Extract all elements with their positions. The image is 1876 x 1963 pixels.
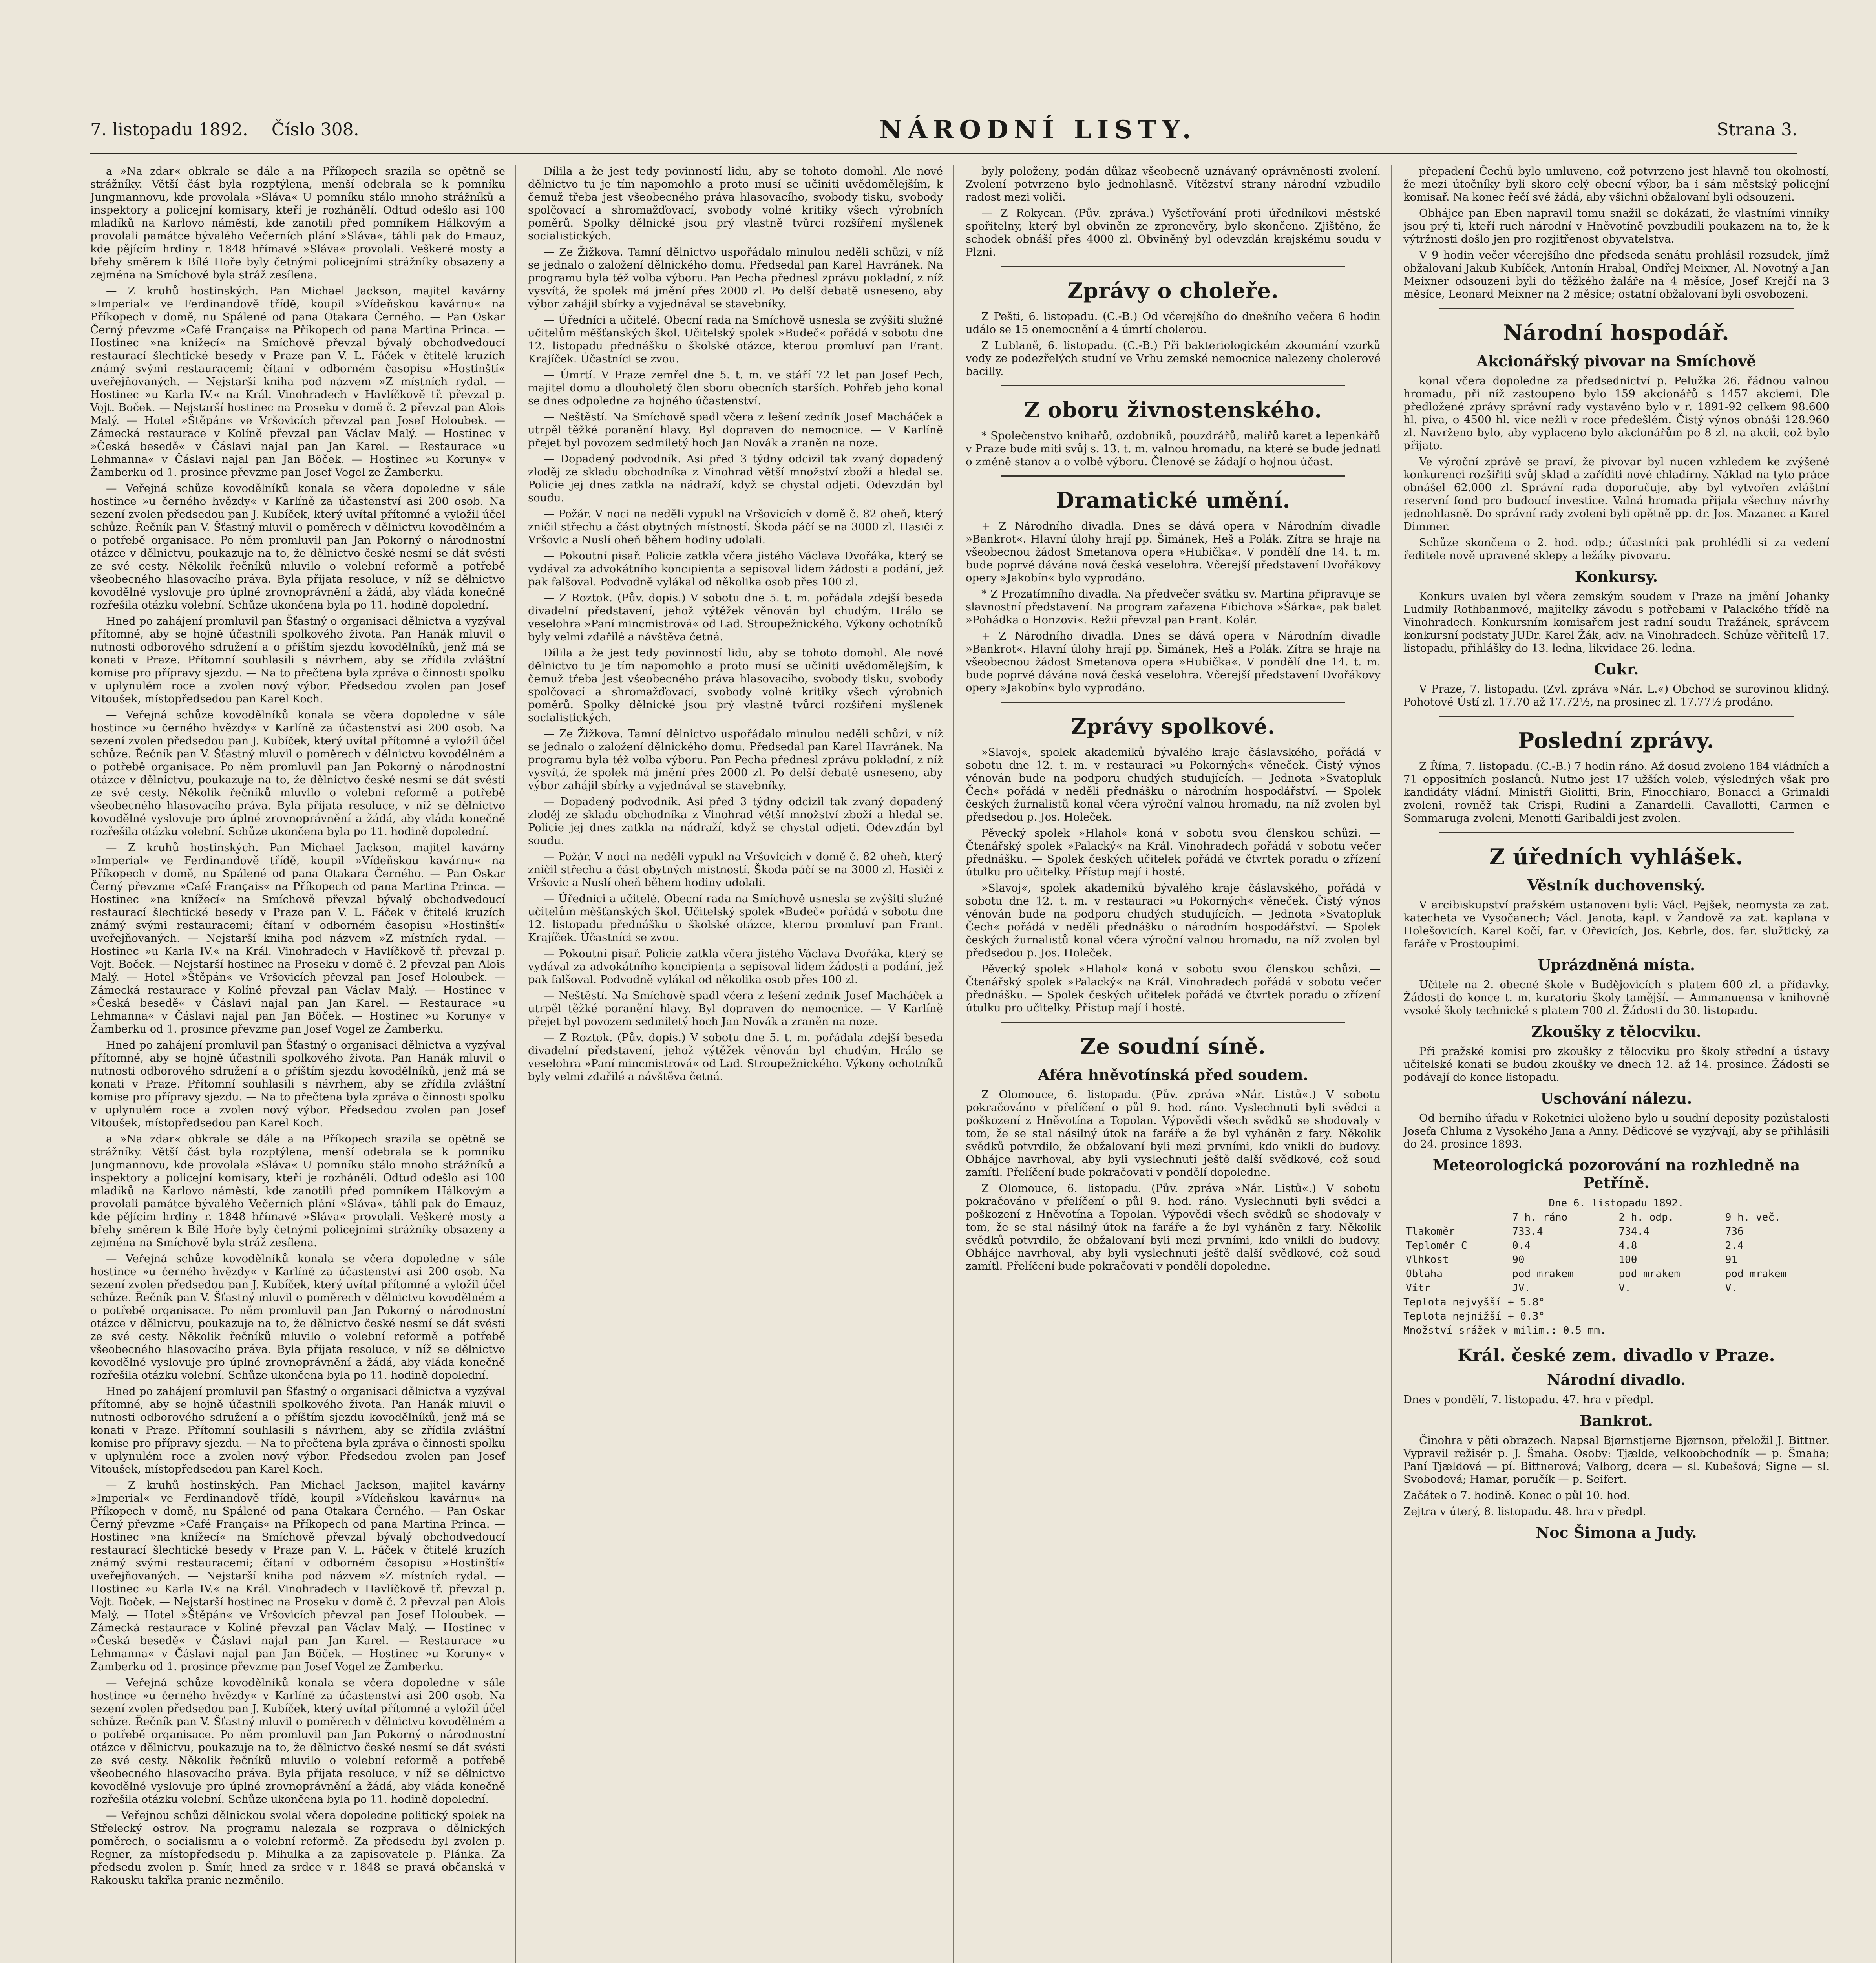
page-number: Strana 3. — [1717, 119, 1797, 140]
article-paragraph: — Z kruhů hostinských. Pan Michael Jackson, majitel kavárny »Imperial« ve Ferdinandově třídě, koupil »Vídeňskou kavárnu« na Příkopech v domě, nu Spálené od pana Otakara Černého. — Pan Oskar Černý převzme »Café Français« na Příkopech od pana Martina Princa. — Hostinec »na knížecí« na Smíchově převzal bývalý obchodvedoucí restaurací šlechtické besedy v Praze pan V. L. Fáček v čtitelé kruzích známý svými restauracemi; čítaní v odborném časopisu »Hostinští« uveřejňovaných. — Nejstarší kniha pod názvem »Z místních rydal. — Hostinec »u Karla IV.« na Král. Vinohradech v Havlíčkově tř. převzal p. Vojt. Boček. — Nejstarší hostinec na Proseku v domě č. 2 převzal pan Alois Malý. — Hotel »Štěpán« ve Vršovicích převzal pan Josef Holoubek. — Zámecká restaurace v Kolíně převzal pan Václav Malý. — Hostinec v »Česká besedě« v Čáslavi najal pan Jan Karel. — Restaurace »u Lehmanna« v Čáslavi najal pan Jan Böček. — Hostinec »u Koruny« v Žamberku od 1. prosince převzme pan Josef Vogel ze Žamberku. — [90, 1479, 505, 1673]
text-columns — [90, 165, 1829, 1963]
meteo-table — [1403, 1210, 1829, 1295]
theatre-program-play: Bankrot. — [1580, 1412, 1653, 1429]
section-divider — [1001, 385, 1345, 386]
vacancies-heading: Uprázdněná místa. — [1537, 956, 1695, 974]
article-paragraph: přepadení Čechů bylo umluveno, což potvrzeno jest hlavně tou okolností, že mezi útočníky byli skoro celý obecní výbor, ba i sám městský policejní komisař. Na konec řečí své žádá, aby všichni obžalovaní byli odsouzeni. — [1403, 165, 1829, 203]
article-paragraph: — Neštěstí. Na Smíchově spadl včera z lešení zedník Josef Macháček a utrpěl těžké poranění hlavy. Byl dopraven do nemocnice. — V Karlíně přejet byl povozem sedmiletý hoch Jan Novák a zraněn na noze. — [528, 989, 943, 1028]
article-paragraph: — Veřejná schůze kovodělníků konala se včera dopoledne v sále hostince »u černého hvězdy« v Karlíně za účastenství asi 200 osob. Na sezení zvolen předsedou pan J. Kubíček, který uvítal přítomné a vyložil účel schůze. Řečník pan V. Šťastný mluvil o poměrech v dělnictvu kovodělném a o potřebě organisace. Po něm promluvil pan Jan Pokorný o národnostní otázce v dělnictvu, poukazuje na to, že dělnictvo české nesmí se dát svésti ze své cesty. Několik řečníků mluvilo o volební reformě a potřebě všeobecného hlasovacího práva. Byla přijata resoluce, v níž se dělnictvo kovodělné vyslovuje pro úplné zrovnoprávnění a žádá, aby vláda konečně rozřešila otázku volební. Schůze ukončena byla po 11. hodině dopolední. — [90, 1676, 505, 1806]
meteo-row — [1403, 1239, 1829, 1253]
article-paragraph: Hned po zahájení promluvil pan Šťastný o organisaci dělnictva a vyzýval přítomné, aby se hojně účastnili spolkového života. Pan Hanák mluvil o nutnosti odborového sdružení a o příštím sjezdu kovodělníků, jenž má se konati v Praze. Přítomní souhlasili s návrhem, aby se zřídila zvláštní komise pro přípravy sjezdu. — Na to přečtena byla zpráva o činnosti spolku v uplynulém roce a zvolen nový výbor. Předsedou zvolen pan Josef Vitoušek, místopředsedou pan Karel Koch. — [90, 1385, 505, 1475]
article-paragraph: — Požár. V noci na neděli vypukl na Vršovicích v domě č. 82 oheň, který zničil střechu a část obytných místností. Škoda páčí se na 3000 zl. Hasiči z Vršovic a Nuslí oheň během hodiny udolali. — [528, 850, 943, 889]
meteo-cell: Vlhkost — [1406, 1254, 1449, 1266]
article-paragraph: byly položeny, podán důkaz všeobecně uznávaný oprávněnosti zvolení. Zvolení potvrzeno bylo jednohlasně. Vítězství strany národní vzbudilo radost mezi voliči. — [966, 165, 1381, 203]
meteo-row — [1403, 1225, 1829, 1239]
meteo-block — [1403, 1196, 1829, 1338]
newspaper-title: NÁRODNÍ LISTY. — [879, 115, 1196, 144]
meteo-cell: pod mrakem — [1512, 1268, 1574, 1280]
article-paragraph: — Z Roztok. (Pův. dopis.) V sobotu dne 5. t. m. pořádala zdejší beseda divadelní představení, jehož výtěžek věnován byl chudým. Hrálo se veselohra »Paní mincmistrová« od Lad. Stroupežnického. Výkony ochotníků byly velmi zdařilé a návštěva četná. — [528, 592, 943, 643]
meteo-header-cell: 9 h. več. — [1725, 1212, 1781, 1223]
article-paragraph: Dílila a že jest tedy povinností lidu, aby se tohoto domohl. Ale nové dělnictvo tu je tím napomohlo a proto musí se učiniti uvědomělejším, k čemuž třeba jest všeobecného práva hlasovacího, svobody tisku, svobody spolčovací a shromažďovací, svobody volné kritiky všech výrobních poměrů. Spolky dělnické jsou prý vlastně tvůrci rozšíření myšlenek socialistických. — [528, 647, 943, 724]
meteo-note: Teplota nejnižší + 0.3° — [1403, 1310, 1545, 1322]
theatre-program-start: Začátek o 7. hodině. Konec o půl 10. hod. — [1403, 1489, 1631, 1502]
bankruptcy-heading: Konkursy. — [1575, 568, 1658, 585]
theatre-program-next: Zejtra v úterý, 8. listopadu. 48. hra v předpl. — [1403, 1505, 1646, 1518]
article-paragraph: — Úmrtí. V Praze zemřel dne 5. t. m. ve stáří 72 let pan Josef Pech, majitel domu a dlouholetý člen sboru obecních starších. Pohřeb jeho konal se dnes odpoledne za hojného účastenství. — [528, 369, 943, 407]
meteo-heading: Meteorologická pozorování na rozhledně na Petříně. — [1432, 1156, 1800, 1192]
article-paragraph: * Z Prozatímního divadla. Na předvečer svátku sv. Martina připravuje se slavnostní představení. Na program zařazena Fibichova »Šárka«, pak balet »Pohádka o Honzovi«. Režii převzal pan Frant. Kolár. — [966, 588, 1381, 626]
meteo-cell: 91 — [1725, 1254, 1738, 1266]
meteo-cell: 100 — [1618, 1254, 1637, 1266]
meteo-cell: 2.4 — [1725, 1240, 1744, 1252]
article-paragraph: + Z Národního divadla. Dnes se dává opera v Národním divadle »Bankrot«. Hlavní úlohy hrají pp. Šimánek, Heš a Polák. Zítra se hraje na všeobecnou žádost Smetanova opera »Hubička«. V pondělí dne 14. t. m. bude poprvé dávána nová česká veselohra. Včerejší představení Dvořákovy opery »Jakobín« bylo vyprodáno. — [966, 630, 1381, 694]
article-paragraph: »Slavoj«, spolek akademiků bývalého kraje čáslavského, pořádá v sobotu dne 12. t. m. v restauraci »u Pokorných« věneček. Čistý výnos věnován bude na podporu chudých studujících. — Jednota »Svatopluk Čech« pořádá v neděli přednášku o národním hospodářství. — Spolek českých žurnalistů konal včera výroční valnou hromadu, na níž zvolen byl předsedou p. Jos. Holeček. — [966, 882, 1381, 959]
article-paragraph: — Ze Žižkova. Tamní dělnictvo uspořádalo minulou neděli schůzi, v níž se jednalo o založení dělnického domu. Předsedal pan Karel Havránek. Na programu byla též volba výboru. Pan Pecha přednesl zprávu pokladní, z níž vysvítá, že spolek má jmění přes 2000 zl. Po delší debatě usneseno, aby výbor zahájil sbírky a vyjednával se stavebníky. — [528, 727, 943, 792]
meteo-cell: 0.4 — [1512, 1240, 1531, 1252]
section-divider — [1439, 716, 1794, 717]
section-divider — [1439, 308, 1794, 309]
article-paragraph: Hned po zahájení promluvil pan Šťastný o organisaci dělnictva a vyzýval přítomné, aby se hojně účastnili spolkového života. Pan Hanák mluvil o nutnosti odborového sdružení a o příštím sjezdu kovodělníků, jenž má se konati v Praze. Přítomní souhlasili s návrhem, aby se zřídila zvláštní komise pro přípravy sjezdu. — Na to přečtena byla zpráva o činnosti spolku v uplynulém roce a zvolen nový výbor. Předsedou zvolen pan Josef Vitoušek, místopředsedou pan Karel Koch. — [90, 1039, 505, 1129]
theatre-program-heading: Král. české zem. divadlo v Praze. — [1458, 1345, 1775, 1365]
meteo-cell: V. — [1618, 1282, 1631, 1294]
article-paragraph: — Veřejná schůze kovodělníků konala se včera dopoledne v sále hostince »u černého hvězdy« v Karlíně za účastenství asi 200 osob. Na sezení zvolen předsedou pan J. Kubíček, který uvítal přítomné a vyložil účel schůze. Řečník pan V. Šťastný mluvil o poměrech v dělnictvu kovodělném a o potřebě organisace. Po něm promluvil pan Jan Pokorný o národnostní otázce v dělnictvu, poukazuje na to, že dělnictvo české nesmí se dát svésti ze své cesty. Několik řečníků mluvilo o volební reformě a potřebě všeobecného hlasovacího práva. Byla přijata resoluce, v níž se dělnictvo kovodělné vyslovuje pro úplné zrovnoprávnění a žádá, aby vláda konečně rozřešila otázku volební. Schůze ukončena byla po 11. hodině dopolední. — [90, 482, 505, 611]
meteo-header-cell: 2 h. odp. — [1618, 1212, 1674, 1223]
article-paragraph: — Neštěstí. Na Smíchově spadl včera z lešení zedník Josef Macháček a utrpěl těžké poranění hlavy. Byl dopraven do nemocnice. — V Karlíně přejet byl povozem sedmiletý hoch Jan Novák a zraněn na noze. — [528, 411, 943, 449]
article-paragraph: V arcibiskupství pražském ustanoveni byli: Václ. Pejšek, neomysta za zat. katecheta ve Vysočanech; Václ. Janota, kapl. v Žandově za zat. kaplana v Holešovicích. Karel Kočí, far. v Ořevicích, Jos. Kebrle, dos. far. služtický, za faráře v Prostoupimi. — [1403, 899, 1829, 950]
meteo-cell: 736 — [1725, 1226, 1744, 1237]
article-paragraph: Ve výroční zprávě se praví, že pivovar byl nucen vzhledem ke zvýšené konkurenci rozšířiti svůj sklad a zaříditi nové chladírny. Náklad na tyto práce obnášel 62.000 zl. Správní rada doporučuje, aby byl vytvořen zvláštní reservní fond pro budoucí investice. Valná hromada přijala všechny návrhy jednohlasně. Do správní rady zvoleni byli opětně pp. dr. Jos. Mazanec a Karel Dimmer. — [1403, 455, 1829, 533]
section-divider — [1001, 1022, 1345, 1023]
theatre-program-next-play: Noc Šimona a Judy. — [1536, 1524, 1697, 1541]
article-paragraph: Schůze skončena o 2. hod. odp.; účastníci pak prohlédli si za vedení ředitele nově upravené sklepy a ležáky pivovaru. — [1403, 536, 1829, 562]
article-paragraph: — Z kruhů hostinských. Pan Michael Jackson, majitel kavárny »Imperial« ve Ferdinandově třídě, koupil »Vídeňskou kavárnu« na Příkopech v domě, nu Spálené od pana Otakara Černého. — Pan Oskar Černý převzme »Café Français« na Příkopech od pana Martina Princa. — Hostinec »na knížecí« na Smíchově převzal bývalý obchodvedoucí restaurací šlechtické besedy v Praze pan V. L. Fáček v čtitelé kruzích známý svými restauracemi; čítaní v odborném časopisu »Hostinští« uveřejňovaných. — Nejstarší kniha pod názvem »Z místních rydal. — Hostinec »u Karla IV.« na Král. Vinohradech v Havlíčkově tř. převzal p. Vojt. Boček. — Nejstarší hostinec na Proseku v domě č. 2 převzal pan Alois Malý. — Hotel »Štěpán« ve Vršovicích převzal pan Josef Holoubek. — Zámecká restaurace v Kolíně převzal pan Václav Malý. — Hostinec v »Česká besedě« v Čáslavi najal pan Jan Karel. — Restaurace »u Lehmanna« v Čáslavi najal pan Jan Böček. — Hostinec »u Koruny« v Žamberku od 1. prosince převzme pan Josef Vogel ze Žamberku. — [90, 841, 505, 1035]
meteo-header-cell: 7 h. ráno — [1512, 1212, 1568, 1223]
theatre-program-venue: Národní divadlo. — [1547, 1371, 1686, 1389]
article-paragraph: Z Olomouce, 6. listopadu. (Pův. zpráva »Nár. Listů«.) V sobotu pokračováno v přelíčení o půl 9. hod. ráno. Vyslechnuti byli svědci a poškození z Hněvotína a Topolan. Výpovědi všech svědků se shodovaly v tom, že se stal násilný útok na faráře a že byl vyháněn z fary. Několik svědků potvrdilo, že obžalovaní byli mezi prvními, kdo vnikli do budovy. Obhájce navrhoval, aby byli vyslechnuti ještě další svědkové, což soud zamítl. Přelíčení bude pokračovati v pondělí dopoledne. — [966, 1088, 1381, 1179]
section-heading-court: Ze soudní síně. — [1080, 1034, 1266, 1059]
meteo-note: Množství srážek v milim.: 0.5 mm. — [1403, 1325, 1606, 1336]
article-paragraph: + Z Národního divadla. Dnes se dává opera v Národním divadle »Bankrot«. Hlavní úlohy hrají pp. Šimánek, Heš a Polák. Zítra se hraje na všeobecnou žádost Smetanova opera »Hubička«. V pondělí dne 14. t. m. bude poprvé dávána nová česká veselohra. Včerejší představení Dvořákovy opery »Jakobín« bylo vyprodáno. — [966, 520, 1381, 584]
article-paragraph: »Slavoj«, spolek akademiků bývalého kraje čáslavského, pořádá v sobotu dne 12. t. m. v restauraci »u Pokorných« věneček. Čistý výnos věnován bude na podporu chudých studujících. — Jednota »Svatopluk Čech« pořádá v neděli přednášku o národním hospodářství. — Spolek českých žurnalistů konal včera výroční valnou hromadu, na níž zvolen byl předsedou p. Jos. Holeček. — [966, 746, 1381, 823]
section-heading-cholera: Zprávy o choleře. — [1067, 278, 1279, 303]
article-paragraph: V Praze, 7. listopadu. (Zvl. zpráva »Nár. L.«) Obchod se surovinou klidný. Pohotové Ústí zl. 17.70 až 17.72½, na prosinec zl. 17.77½ prodáno. — [1403, 683, 1829, 708]
deposit-heading: Uschování nálezu. — [1540, 1089, 1692, 1107]
section-heading-latest: Poslední zprávy. — [1518, 728, 1715, 753]
court-subheading: Aféra hněvotínská před soudem. — [1038, 1066, 1308, 1084]
column-3 — [966, 165, 1392, 1963]
section-heading-theatre: Dramatické umění. — [1056, 488, 1291, 513]
meteo-row — [1403, 1281, 1829, 1295]
article-paragraph: — Úředníci a učitelé. Obecní rada na Smíchově usnesla se zvýšiti služné učitelům měšťanských škol. Učitelský spolek »Budeč« pořádá v sobotu dne 12. listopadu přednášku o školské otázce, kterou promluví pan Frant. Krajíček. Účastníci se zvou. — [528, 314, 943, 365]
column-1 — [90, 165, 516, 1963]
meteo-note: Teplota nejvyšší + 5.8° — [1403, 1296, 1545, 1308]
meteo-cell: 734.4 — [1618, 1226, 1649, 1237]
article-paragraph: — Veřejnou schůzi dělnickou svolal včera dopoledne politický spolek na Střelecký ostrov. Na programu nalezala se rozprava o dělnických poměrech, o socialismu a o volební reformě. Za předsedu byl zvolen p. Regner, za místopředsedu p. Mihulka a za zapisovatele p. Plánka. Za předsedu zvolen p. Šmír, hned za srdce v r. 1848 se pravá občanská v Rakousku takřka pranic nezměnilo. — [90, 1809, 505, 1886]
section-divider — [1001, 266, 1345, 267]
article-paragraph: Při pražské komisi pro zkoušky z tělocviku pro školy střední a ústavy učitelské konati se budou zkoušky ve dnech 12. až 14. prosince. Žádosti se podávají do konce listopadu. — [1403, 1045, 1829, 1084]
section-divider — [1001, 475, 1345, 477]
article-paragraph: Hned po zahájení promluvil pan Šťastný o organisaci dělnictva a vyzýval přítomné, aby se hojně účastnili spolkového života. Pan Hanák mluvil o nutnosti odborového sdružení a o příštím sjezdu kovodělníků, jenž má se konati v Praze. Přítomní souhlasili s návrhem, aby se zřídila zvláštní komise pro přípravy sjezdu. — Na to přečtena byla zpráva o činnosti spolku v uplynulém roce a zvolen nový výbor. Předsedou zvolen pan Josef Vitoušek, místopředsedou pan Karel Koch. — [90, 615, 505, 705]
article-paragraph: a »Na zdar« obkrale se dále a na Příkopech srazila se opětně se strážníky. Větší část byla rozptýlena, menší odebrala se k pomníku Jungmannovu, kde provolala »Sláva« U pomníku stálo mnoho strážníků a inspektory a policejní komisary, kteří je rozhánělí. Odtud odešlo asi 100 mladíků na Karlovo náměstí, kde zanotili před pomníkem Hálkovým a provolali památce bývalého Večerních plání »Sláva«, táhli pak do Emauz, kde pějícím hrdiny r. 1848 hřímavé »Sláva« provolali. Veškeré mosty a břehy směrem k Bílé Hoře byly četnými policejními strážníky obsazeny a zejména na Smíchově byla stráž zesílena. — [90, 1133, 505, 1249]
meteo-date: Dne 6. listopadu 1892. — [1549, 1197, 1684, 1209]
section-heading-economy: Národní hospodář. — [1503, 320, 1730, 345]
exams-heading: Zkoušky z tělocviku. — [1531, 1023, 1702, 1040]
article-paragraph: — Dopadený podvodník. Asi před 3 týdny odcizil tak zvaný dopadený zloděj ze skladu obchodníka z Vinohrad větší množství zboží a hledal se. Policie jej dnes zatkla na nádraží, když se chystal odjeti. Odevzdán byl soudu. — [528, 795, 943, 847]
masthead — [90, 106, 1797, 155]
meteo-cell: Vítr — [1406, 1282, 1430, 1294]
theatre-program-text: Činohra v pěti obrazech. Napsal Bjørnstjerne Bjørnson, přeložil J. Bittner. Vypravil režisér p. J. Šmaha. Osoby: Tjælde, velkoobchodník — p. Šmaha; Paní Tjældová — pí. Bittnerová; Valborg, dcera — sl. Kubešová; Signe — sl. Svobodová; Hamar, poručík — p. Seifert. — [1403, 1434, 1829, 1486]
meteo-cell: pod mrakem — [1725, 1268, 1787, 1280]
article-paragraph: * Společenstvo knihařů, ozdobníků, pouzdrářů, malířů karet a lepenkářů v Praze bude míti svůj s. 13. t. m. valnou hromadu, na které se bude jednati o změně stanov a o volbě výboru. Členové se žádají o hojnou účast. — [966, 430, 1381, 468]
issue-date: 7. listopadu 1892. — [90, 119, 248, 140]
meteo-cell: JV. — [1512, 1282, 1531, 1294]
section-heading-trade: Z oboru živnostenského. — [1024, 397, 1323, 422]
article-paragraph: — Veřejná schůze kovodělníků konala se včera dopoledne v sále hostince »u černého hvězdy« v Karlíně za účastenství asi 200 osob. Na sezení zvolen předsedou pan J. Kubíček, který uvítal přítomné a vyložil účel schůze. Řečník pan V. Šťastný mluvil o poměrech v dělnictvu kovodělném a o potřebě organisace. Po něm promluvil pan Jan Pokorný o národnostní otázce v dělnictvu, poukazuje na to, že dělnictvo české nesmí se dát svésti ze své cesty. Několik řečníků mluvilo o volební reformě a potřebě všeobecného hlasovacího práva. Byla přijata resoluce, v níž se dělnictvo kovodělné vyslovuje pro úplné zrovnoprávnění a žádá, aby vláda konečně rozřešila otázku volební. Schůze ukončena byla po 11. hodině dopolední. — [90, 1252, 505, 1382]
masthead-left — [90, 120, 359, 140]
article-paragraph: Konkurs uvalen byl včera zemským soudem v Praze na jmění Johanky Ludmily Rothbanmové, majitelky závodu s potřebami v Palackého třídě na Vinohradech. Konkursním komisařem jest radní soudu Tražánek, správcem konkursní podstaty JUDr. Karel Žák, adv. na Vinohradech. Schůze věřitelů 17. listopadu, přihlášky do 13. ledna, likvidace 26. ledna. — [1403, 590, 1829, 654]
economy-subheading: Akcionářský pivovar na Smíchově — [1476, 352, 1756, 370]
column-2 — [528, 165, 954, 1963]
meteo-cell: 90 — [1512, 1254, 1525, 1266]
clergy-subheading: Věstník duchovenský. — [1527, 876, 1706, 894]
article-paragraph: Dílila a že jest tedy povinností lidu, aby se tohoto domohl. Ale nové dělnictvo tu je tím napomohlo a proto musí se učiniti uvědomělejším, k čemuž třeba jest všeobecného práva hlasovacího, svobody tisku, svobody spolčovací a shromažďovací, svobody volné kritiky všech výrobních poměrů. Spolky dělnické jsou prý vlastně tvůrci rozšíření myšlenek socialistických. — [528, 165, 943, 242]
section-heading-official: Z úředních vyhlášek. — [1489, 844, 1744, 869]
article-paragraph: V 9 hodin večer včerejšího dne předseda senátu prohlásil rozsudek, jímž obžalovaní Jakub Kubíček, Antonín Hrabal, Ondřej Meixner, Al. Novotný a Jan Meixner odsouzeni byli do těžkého žaláře na 4 měsíce, Josef Krejčí na 3 měsíce, Leonard Meixner na 2 měsíce; ostatní obžalovaní byli osvobozeni. — [1403, 249, 1829, 300]
article-paragraph: Z Lublaně, 6. listopadu. (C.-B.) Při bakteriologickém zkoumání vzorků vody ze podezřelých studní ve Vrhu zemské nemocnice nalezeny cholerové bacilly. — [966, 339, 1381, 378]
article-paragraph: — Veřejná schůze kovodělníků konala se včera dopoledne v sále hostince »u černého hvězdy« v Karlíně za účastenství asi 200 osob. Na sezení zvolen předsedou pan J. Kubíček, který uvítal přítomné a vyložil účel schůze. Řečník pan V. Šťastný mluvil o poměrech v dělnictvu kovodělném a o potřebě organisace. Po něm promluvil pan Jan Pokorný o národnostní otázce v dělnictvu, poukazuje na to, že dělnictvo české nesmí se dát svésti ze své cesty. Několik řečníků mluvilo o volební reformě a potřebě všeobecného hlasovacího práva. Byla přijata resoluce, v níž se dělnictvo kovodělné vyslovuje pro úplné zrovnoprávnění a žádá, aby vláda konečně rozřešila otázku volební. Schůze ukončena byla po 11. hodině dopolední. — [90, 709, 505, 838]
column-4 — [1403, 165, 1829, 1963]
meteo-cell: 4.8 — [1618, 1240, 1637, 1252]
article-paragraph: a »Na zdar« obkrale se dále a na Příkopech srazila se opětně se strážníky. Větší část byla rozptýlena, menší odebrala se k pomníku Jungmannovu, kde provolala »Sláva« U pomníku stálo mnoho strážníků a inspektory a policejní komisary, kteří je rozhánělí. Odtud odešlo asi 100 mladíků na Karlovo náměstí, kde zanotili před pomníkem Hálkovým a provolali památce bývalého Večerních plání »Sláva«, táhli pak do Emauz, kde pějícím hrdiny r. 1848 hřímavé »Sláva« provolali. Veškeré mosty a břehy směrem k Bílé Hoře byly četnými policejními strážníky obsazeny a zejména na Smíchově byla stráž zesílena. — [90, 165, 505, 281]
article-paragraph: — Úředníci a učitelé. Obecní rada na Smíchově usnesla se zvýšiti služné učitelům měšťanských škol. Učitelský spolek »Budeč« pořádá v sobotu dne 12. listopadu přednášku o školské otázce, kterou promluví pan Frant. Krajíček. Účastníci se zvou. — [528, 892, 943, 944]
meteo-cell: Tlakoměr — [1406, 1226, 1455, 1237]
meteo-cell: Teploměr C — [1406, 1240, 1467, 1252]
article-paragraph: — Požár. V noci na neděli vypukl na Vršovicích v domě č. 82 oheň, který zničil střechu a část obytných místností. Škoda páčí se na 3000 zl. Hasiči z Vršovic a Nuslí oheň během hodiny udolali. — [528, 508, 943, 546]
issue-number: Číslo 308. — [271, 119, 359, 140]
article-paragraph: — Ze Žižkova. Tamní dělnictvo uspořádalo minulou neděli schůzi, v níž se jednalo o založení dělnického domu. Předsedal pan Karel Havránek. Na programu byla též volba výboru. Pan Pecha přednesl zprávu pokladní, z níž vysvítá, že spolek má jmění přes 2000 zl. Po delší debatě usneseno, aby výbor zahájil sbírky a vyjednával se stavebníky. — [528, 246, 943, 310]
meteo-header-row — [1403, 1210, 1829, 1225]
article-paragraph: — Z Rokycan. (Pův. zpráva.) Vyšetřování proti úředníkovi městské spořitelny, který byl obviněn ze zpronevěry, bylo skončeno. Zjištěno, že schodek obnáší přes 4000 zl. Obviněný byl odevzdán krajskému soudu v Plzni. — [966, 207, 1381, 258]
sugar-heading: Cukr. — [1594, 660, 1639, 678]
section-divider — [1439, 832, 1794, 833]
meteo-header-cell — [1403, 1210, 1510, 1225]
article-paragraph: — Z Roztok. (Pův. dopis.) V sobotu dne 5. t. m. pořádala zdejší beseda divadelní představení, jehož výtěžek věnován byl chudým. Hrálo se veselohra »Paní mincmistrová« od Lad. Stroupežnického. Výkony ochotníků byly velmi zdařilé a návštěva četná. — [528, 1031, 943, 1083]
meteo-cell: 733.4 — [1512, 1226, 1543, 1237]
article-paragraph: Z Olomouce, 6. listopadu. (Pův. zpráva »Nár. Listů«.) V sobotu pokračováno v přelíčení o půl 9. hod. ráno. Vyslechnuti byli svědci a poškození z Hněvotína a Topolan. Výpovědi všech svědků se shodovaly v tom, že se stal násilný útok na faráře a že byl vyháněn z fary. Několik svědků potvrdilo, že obžalovaní byli mezi prvními, kdo vnikli do budovy. Obhájce navrhoval, aby byli vyslechnuti ještě další svědkové, což soud zamítl. Přelíčení bude pokračovati v pondělí dopoledne. — [966, 1182, 1381, 1272]
article-paragraph: Obhájce pan Eben napravil tomu snažil se dokázati, že vlastními vinníky jsou prý ti, kteří ruch národní v Hněvotíně povzbudili poukazem na to, že k výtržnosti došlo jen pro rozjitřenost obyvatelstva. — [1403, 207, 1829, 245]
meteo-row — [1403, 1267, 1829, 1281]
meteo-cell: V. — [1725, 1282, 1738, 1294]
article-paragraph: Učitele na 2. obecné škole v Budějovicích s platem 600 zl. a přídavky. Žádosti do konce t. m. kuratoriu školy tamější. — Ammanuensa v knihovně vysoké školy technické s platem 700 zl. Žádosti do 30. listopadu. — [1403, 978, 1829, 1017]
section-heading-associations: Zprávy spolkové. — [1071, 714, 1275, 739]
article-paragraph: Z Říma, 7. listopadu. (C.-B.) 7 hodin ráno. Až dosud zvoleno 184 vládních a 71 oppositních poslanců. Nutno jest 17 užších voleb, výsledných však pro kandidáty vládní. Ministři Giolitti, Brin, Finocchiaro, Bonacci a Grimaldi zvoleni, rovněž tak Crispi, Rudini a Zanardelli. Cavallotti, Carmen e Sommaruga zvoleni, Menotti Garibaldi jest zvolen. — [1403, 760, 1829, 824]
article-paragraph: Od berního úřadu v Roketnici uloženo bylo u soudní deposity pozůstalosti Josefa Chluma z Vysokého Jana a Anny. Dědicové se vyzývají, aby se přihlásili do 24. prosince 1893. — [1403, 1112, 1829, 1150]
meteo-cell: pod mrakem — [1618, 1268, 1681, 1280]
article-paragraph: — Dopadený podvodník. Asi před 3 týdny odcizil tak zvaný dopadený zloděj ze skladu obchodníka z Vinohrad větší množství zboží a hledal se. Policie jej dnes zatkla na nádraží, když se chystal odjeti. Odevzdán byl soudu. — [528, 453, 943, 504]
article-paragraph: — Pokoutní pisař. Policie zatkla včera jistého Václava Dvořáka, který se vydával za advokátního koncipienta a sepisoval lidem žádosti a podání, jež pak falšoval. Podvodně vylákal od několika osob přes 100 zl. — [528, 550, 943, 588]
article-paragraph: — Pokoutní pisař. Policie zatkla včera jistého Václava Dvořáka, který se vydával za advokátního koncipienta a sepisoval lidem žádosti a podání, jež pak falšoval. Podvodně vylákal od několika osob přes 100 zl. — [528, 947, 943, 986]
article-paragraph: Pěvecký spolek »Hlahol« koná v sobotu svou členskou schůzi. — Čtenářský spolek »Palacký« na Král. Vinohradech pořádá v sobotu večer přednášku. — Spolek českých učitelek pořádá ve čtvrtek poradu o zřízení útulku pro učitelky. Přístup mají i hosté. — [966, 963, 1381, 1014]
article-paragraph: Z Pešti, 6. listopadu. (C.-B.) Od včerejšího do dnešního večera 6 hodin událo se 15 onemocnění a 4 úmrtí cholerou. — [966, 310, 1381, 336]
article-paragraph: — Z kruhů hostinských. Pan Michael Jackson, majitel kavárny »Imperial« ve Ferdinandově třídě, koupil »Vídeňskou kavárnu« na Příkopech v domě, nu Spálené od pana Otakara Černého. — Pan Oskar Černý převzme »Café Français« na Příkopech od pana Martina Princa. — Hostinec »na knížecí« na Smíchově převzal bývalý obchodvedoucí restaurací šlechtické besedy v Praze pan V. L. Fáček v čtitelé kruzích známý svými restauracemi; čítaní v odborném časopisu »Hostinští« uveřejňovaných. — Nejstarší kniha pod názvem »Z místních rydal. — Hostinec »u Karla IV.« na Král. Vinohradech v Havlíčkově tř. převzal p. Vojt. Boček. — Nejstarší hostinec na Proseku v domě č. 2 převzal pan Alois Malý. — Hotel »Štěpán« ve Vršovicích převzal pan Josef Holoubek. — Zámecká restaurace v Kolíně převzal pan Václav Malý. — Hostinec v »Česká besedě« v Čáslavi najal pan Jan Karel. — Restaurace »u Lehmanna« v Čáslavi najal pan Jan Böček. — Hostinec »u Koruny« v Žamberku od 1. prosince převzme pan Josef Vogel ze Žamberku. — [90, 285, 505, 479]
theatre-program-date: Dnes v pondělí, 7. listopadu. 47. hra v předpl. — [1403, 1393, 1654, 1406]
article-paragraph: konal včera dopoledne za předsednictví p. Pelužka 26. řádnou valnou hromadu, při níž zastoupeno bylo 159 akcionářů s 1457 akciemi. Dle předložené zprávy správní rady vystavěno bylo v r. 1891-92 celkem 98.600 hl. piva, o 4500 hl. více nežli v roce předešlém. Čistý výnos obnáší 128.960 zl. Navrženo bylo, aby vyplaceno bylo akcionářům po 8 zl. na akcii, což bylo přijato. — [1403, 375, 1829, 452]
section-divider — [1001, 702, 1345, 703]
meteo-cell: Oblaha — [1406, 1268, 1443, 1280]
meteo-row — [1403, 1253, 1829, 1267]
article-paragraph: Pěvecký spolek »Hlahol« koná v sobotu svou členskou schůzi. — Čtenářský spolek »Palacký« na Král. Vinohradech pořádá v sobotu večer přednášku. — Spolek českých učitelek pořádá ve čtvrtek poradu o zřízení útulku pro učitelky. Přístup mají i hosté. — [966, 827, 1381, 878]
